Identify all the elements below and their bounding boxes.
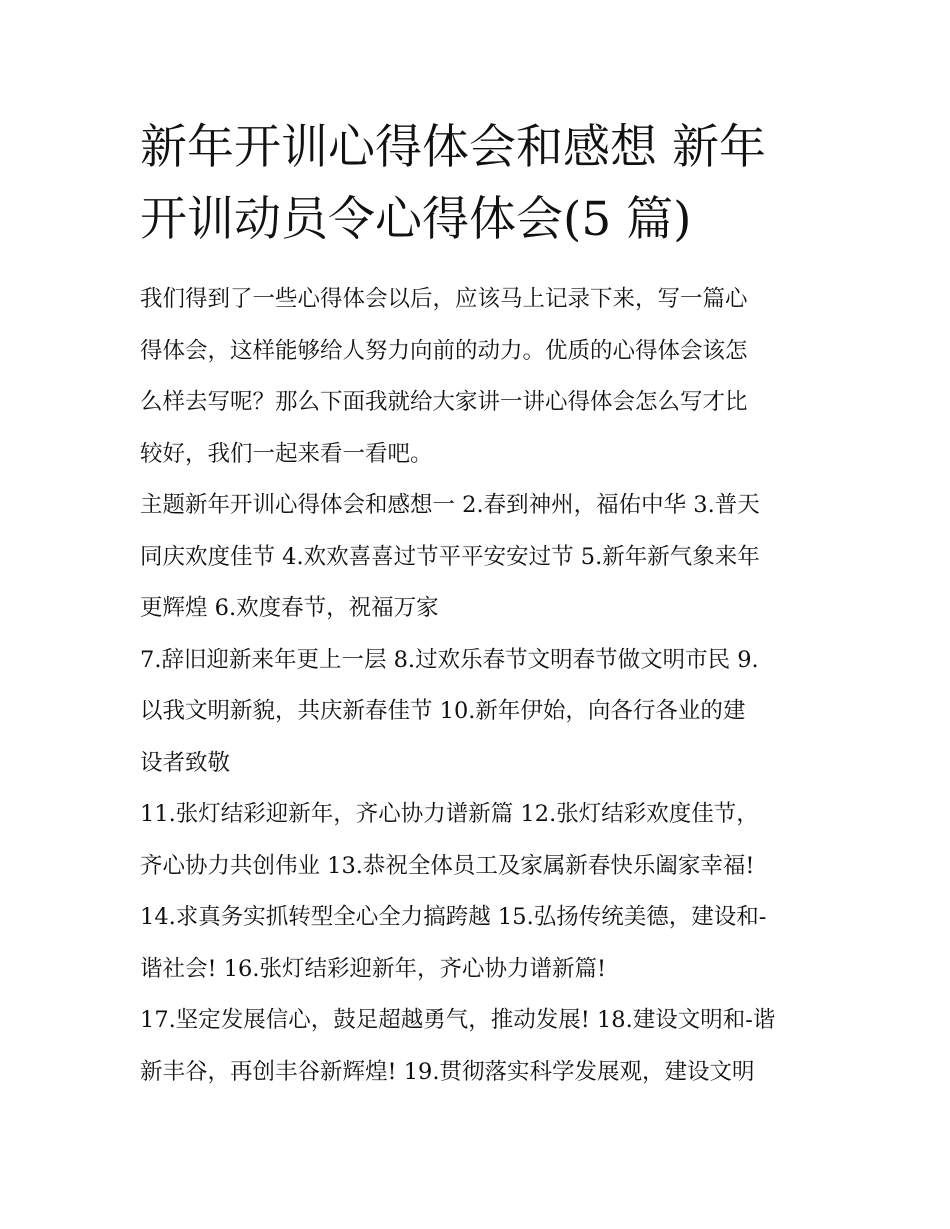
- text-line: 设者致敬: [140, 749, 231, 776]
- slogan-paragraph: [140, 789, 820, 995]
- text-line: 较好，我们一起来看一看吧。: [140, 440, 433, 467]
- intro-paragraph: [140, 274, 820, 480]
- title-line: 新年开训心得体会和感想 新年: [140, 120, 766, 175]
- text-line: 么样去写呢？那么下面我就给大家讲一讲心得体会怎么写才比: [140, 389, 748, 415]
- slogan-paragraph: [140, 995, 820, 1098]
- text-line: 齐心协力共创伟业 13.恭祝全体员工及家属新春快乐阖家幸福!: [140, 852, 755, 879]
- text-line: 我们得到了一些心得体会以后，应该马上记录下来，写一篇心: [140, 286, 748, 312]
- document-body: [140, 274, 820, 1098]
- text-line: 更辉煌 6.欢度春节，祝福万家: [140, 595, 439, 621]
- text-line: 以我文明新貌，共庆新春佳节 10.新年伊始，向各行各业的建: [140, 698, 746, 724]
- title-line: 开训动员令心得体会(5 篇): [140, 192, 692, 247]
- text-line: 新丰谷，再创丰谷新辉煌! 19.贯彻落实科学发展观，建设文明: [140, 1058, 755, 1085]
- text-line: 11.张灯结彩迎新年，齐心协力谱新篇 12.张灯结彩欢度佳节，: [140, 801, 759, 827]
- text-line: 同庆欢度佳节 4.欢欢喜喜过节平平安安过节 5.新年新气象来年: [140, 543, 760, 570]
- slogan-paragraph: [140, 635, 820, 790]
- text-line: 17.坚定发展信心，鼓足超越勇气，推动发展! 18.建设文明和-谐: [140, 1007, 776, 1033]
- slogan-paragraph: [140, 480, 820, 635]
- text-line: 得体会，这样能够给人努力向前的动力。优质的心得体会该怎: [140, 337, 748, 364]
- text-line: 谐社会! 16.张灯结彩迎新年，齐心协力谱新篇!: [140, 955, 607, 982]
- document-title: [140, 112, 820, 256]
- text-line: 14.求真务实抓转型全心全力搞跨越 15.弘扬传统美德，建设和-: [140, 904, 767, 930]
- text-line: 主题新年开训心得体会和感想一 2.春到神州，福佑中华 3.普天: [140, 492, 760, 518]
- text-line: 7.辞旧迎新来年更上一层 8.过欢乐春节文明春节做文明市民 9.: [140, 646, 759, 673]
